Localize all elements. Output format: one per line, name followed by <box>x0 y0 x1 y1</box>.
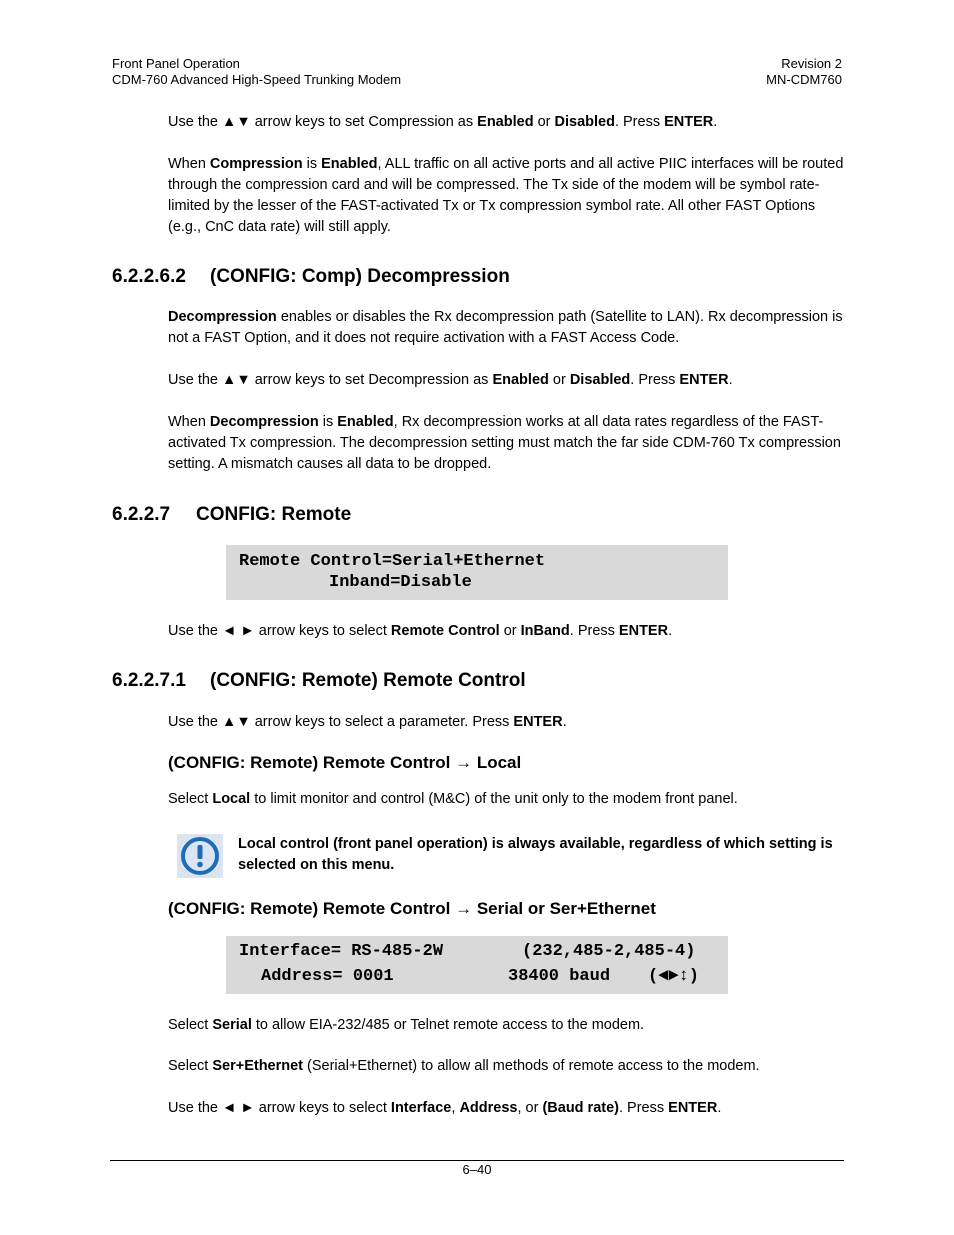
lcd-line-inband: Inband=Disable <box>329 573 472 592</box>
lcd-navigation-keys-icon: (◄►↕) <box>648 967 700 986</box>
lcd-display-remote <box>226 545 728 600</box>
left-right-arrows-icon: ◄ ► <box>222 623 255 639</box>
paragraph-select-parameter: Use the ▲▼ arrow keys to select a parameter. Press ENTER. <box>168 714 567 730</box>
lcd-baud: 38400 baud <box>508 967 611 986</box>
lcd-address: Address= 0001 <box>261 967 394 986</box>
paragraph-decompression-desc: Decompression enables or disables the Rx decompression path (Satellite to LAN). Rx decompression is not a FAST Option, and it does not require activation with a FAST Access Code. <box>168 309 843 346</box>
note-text: Local control (front panel operation) is always available, regardless of which setting is selected on this menu. <box>238 836 833 873</box>
section-heading-remote-control: 6.2.2.7.1 (CONFIG: Remote) Remote Control <box>112 670 526 691</box>
subheading-local: (CONFIG: Remote) Remote Control → Local <box>168 753 522 772</box>
paragraph-serial: Select Serial to allow EIA-232/485 or Telnet remote access to the modem. <box>168 1017 645 1033</box>
paragraph-remote-keys: Use the ◄ ► arrow keys to select Remote Control or InBand. Press ENTER. <box>168 623 673 639</box>
page-number: 6–40 <box>462 1162 492 1177</box>
lcd-interface-options: (232,485-2,485-4) <box>522 942 696 961</box>
running-header-right <box>766 56 842 88</box>
lcd-interface: Interface= RS-485-2W <box>239 942 444 961</box>
running-header-left <box>112 56 401 88</box>
important-icon <box>177 834 223 878</box>
lcd-display-serial <box>226 936 728 994</box>
right-arrow-icon: → <box>455 899 473 918</box>
left-right-arrows-icon: ◄ ► <box>222 1100 255 1116</box>
paragraph-ser-ethernet: Select Ser+Ethernet (Serial+Ethernet) to allow all methods of remote access to the modem. <box>168 1058 760 1074</box>
right-arrow-icon: → <box>455 753 473 772</box>
header-revision: Revision 2 <box>781 56 842 71</box>
lcd-line-remote-control: Remote Control=Serial+Ethernet <box>239 552 546 571</box>
section-heading-remote: 6.2.2.7 CONFIG: Remote <box>112 504 352 525</box>
section-heading-decompression: 6.2.2.6.2 (CONFIG: Comp) Decompression <box>112 266 510 287</box>
paragraph-interface-keys: Use the ◄ ► arrow keys to select Interface, Address, or (Baud rate). Press ENTER. <box>168 1100 722 1116</box>
paragraph-local: Select Local to limit monitor and control (M&C) of the unit only to the modem front panel. <box>168 791 738 807</box>
header-doc-number: MN-CDM760 <box>766 72 842 87</box>
subheading-serial: (CONFIG: Remote) Remote Control → Serial or Ser+Ethernet <box>168 899 656 918</box>
paragraph-compression-keys: Use the ▲▼ arrow keys to set Compression as Enabled or Disabled. Press ENTER. <box>168 114 718 130</box>
header-product: CDM-760 Advanced High-Speed Trunking Modem <box>112 72 402 87</box>
paragraph-decompression-keys: Use the ▲▼ arrow keys to set Decompression as Enabled or Disabled. Press ENTER. <box>168 372 733 388</box>
up-down-arrows-icon: ▲▼ <box>222 114 251 130</box>
paragraph-decompression-enabled: When Decompression is Enabled, Rx decompression works at all data rates regardless of the FAST-activated Tx compression. The decompression setting must match the far side CDM-760 Tx compression setting. A mismatch causes all data to be dropped. <box>168 414 841 472</box>
paragraph-compression-enabled: When Compression is Enabled, ALL traffic on all active ports and all active PIIC interfaces will be routed through the compression card and will be compressed. The Tx side of the modem will be symbol rate-limited by the lesser of the FAST-activated Tx or Tx compression symbol rate. All other FAST Options (e.g., CnC data rate) will still apply. <box>168 156 844 235</box>
header-chapter: Front Panel Operation <box>112 56 240 71</box>
footer-rule <box>110 1160 844 1161</box>
up-down-arrows-icon: ▲▼ <box>222 372 251 388</box>
up-down-arrows-icon: ▲▼ <box>222 714 251 730</box>
